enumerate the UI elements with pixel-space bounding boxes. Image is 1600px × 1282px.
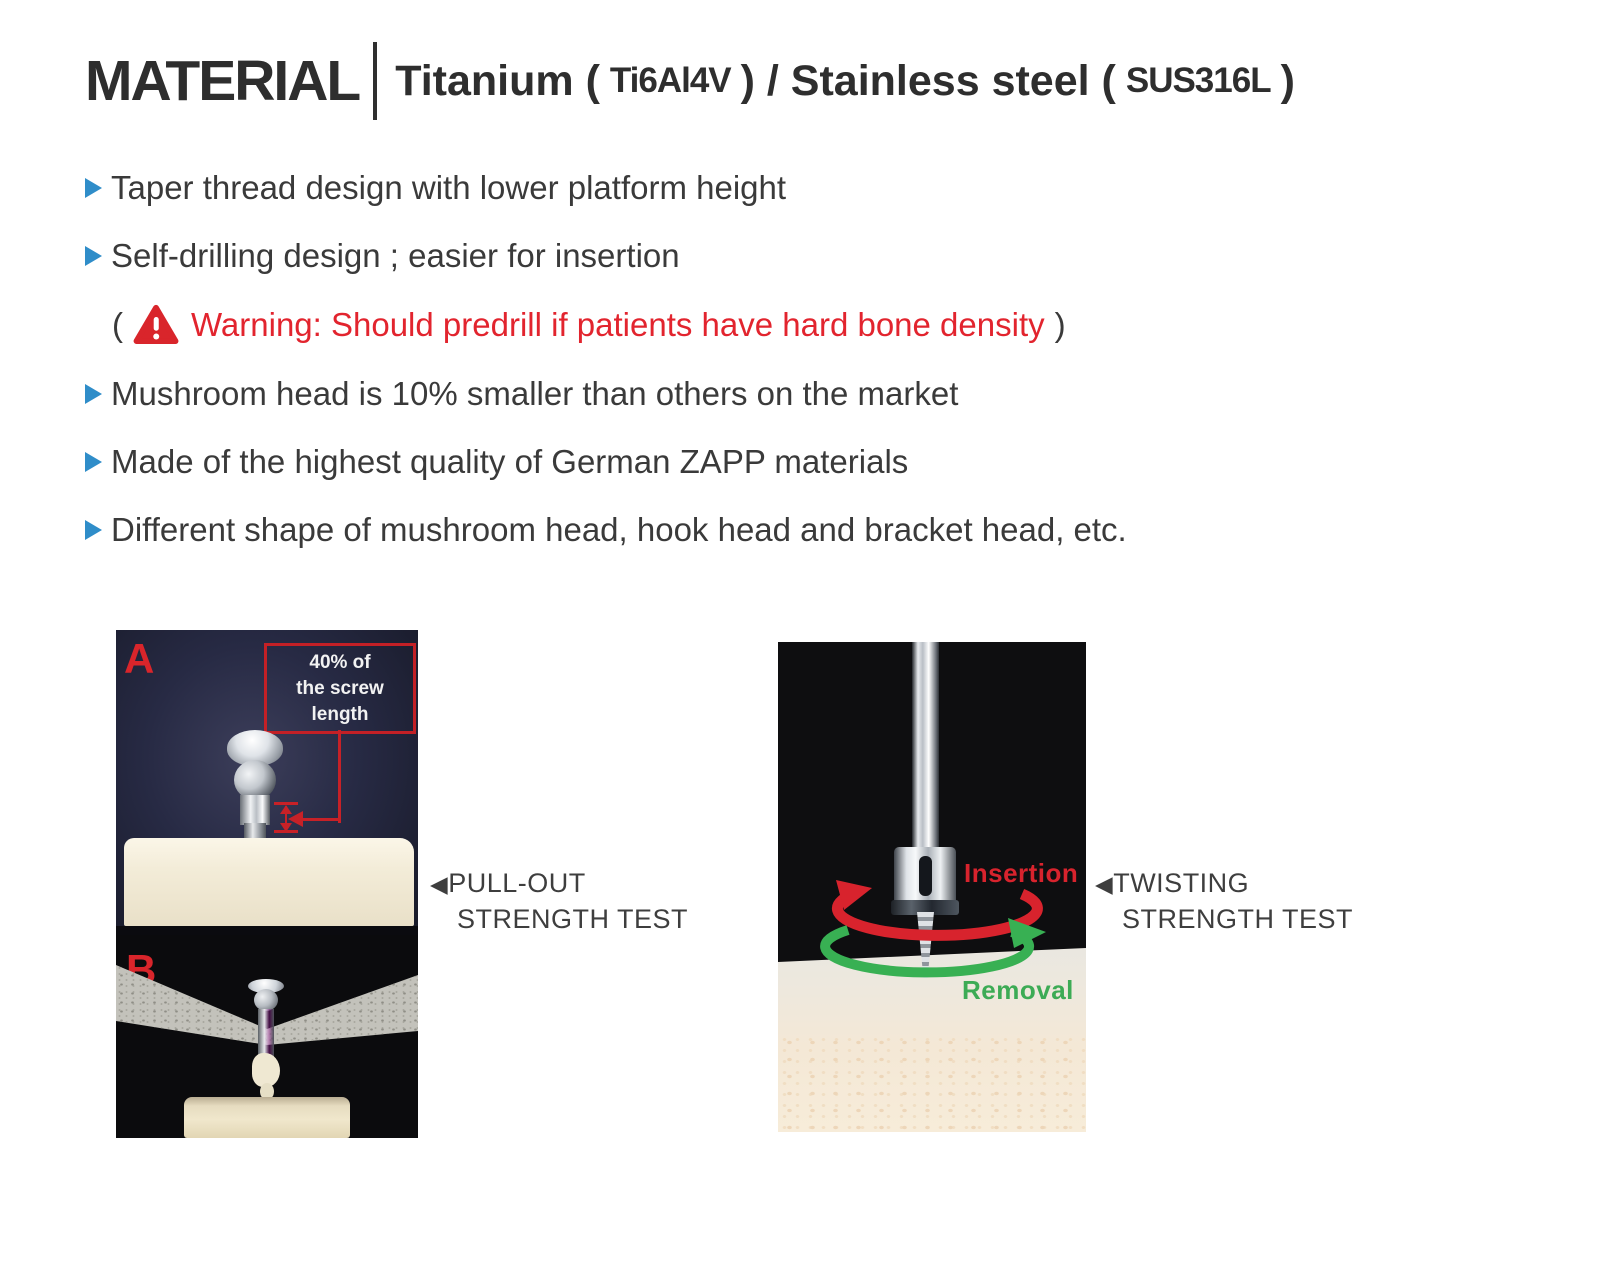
open-paren: ( [112,306,123,343]
feature-text: Mushroom head is 10% smaller than others on the market [111,375,959,412]
insertion-label: Insertion [964,858,1079,888]
screw-neck-b [254,989,278,1011]
removal-label: Removal [962,975,1074,1005]
pulled-out-debris [252,1053,280,1087]
title-suffix: ) [1280,56,1295,105]
bullet-triangle-icon [85,246,102,266]
bullet-triangle-icon [85,520,102,540]
feature-item [85,442,1555,482]
caption-text: TWISTING [1113,868,1250,898]
title-prefix: Titanium ( [395,56,600,105]
warning-note [112,304,1555,346]
photo-label-a: A [124,635,155,682]
pullout-test-photo [116,630,418,1138]
feature-item [85,168,1555,208]
photo-label-b: B [126,946,157,993]
bullet-triangle-icon [85,452,102,472]
pullout-photo-section-a [116,630,418,935]
twisting-caption-line1 [1095,866,1353,902]
section-title: MATERIAL [85,49,360,113]
pullout-caption-line2: STRENGTH TEST [457,904,689,934]
callout-leader-line [338,730,341,823]
title-mid: ) / Stainless steel ( [740,56,1116,105]
page-header [85,42,1295,120]
driver-shaft [912,642,939,854]
feature-list [85,168,1555,578]
feature-item [85,510,1555,550]
twisting-test-photo [778,642,1086,1132]
steel-grade-code: SUS316L [1125,61,1271,100]
bullet-triangle-icon [85,384,102,404]
photo-divider-strip [116,926,418,935]
close-paren: ) [1054,306,1066,343]
feature-text: Taper thread design with lower platform height [111,169,787,206]
caption-text: PULL-OUT [448,868,586,898]
header-divider [373,42,377,120]
fixture-wedge-right [267,935,418,1057]
feature-item [85,374,1555,414]
twisting-caption [1095,866,1353,937]
feature-item [85,236,1555,276]
foam-test-block [124,838,414,926]
pullout-caption-line1 [430,866,688,902]
measure-arrow-up [280,805,292,814]
screw-ball-neck [234,760,276,800]
titanium-grade-code: Ti6Al4V [609,61,731,100]
callout-line: 40% of [309,651,371,673]
material-title [395,57,1295,106]
bullet-triangle-icon [85,178,102,198]
measure-arrow-down [280,823,292,832]
warning-text: Warning: Should predrill if patients have hard bone density [191,306,1045,343]
left-arrow-icon: ◀ [430,871,449,897]
screw-length-callout [264,643,416,734]
callout-line: length [311,703,369,725]
pullout-caption [430,866,688,937]
warning-triangle-icon [133,304,179,346]
base-block [184,1097,350,1138]
screw-platform [240,795,270,825]
pointer-arrow-shaft [302,818,339,821]
feature-text: Made of the highest quality of German ZAPP materials [111,443,909,480]
callout-line: the screw [296,677,384,699]
feature-text: Self-drilling design ; easier for insertion [111,237,680,274]
left-arrow-icon: ◀ [1095,871,1114,897]
bone-texture [778,1034,1086,1132]
feature-text: Different shape of mushroom head, hook head and bracket head, etc. [111,511,1127,548]
screw-shaft-b [258,1009,274,1059]
twisting-caption-line2: STRENGTH TEST [1122,904,1354,934]
pullout-photo-section-b [116,935,418,1138]
